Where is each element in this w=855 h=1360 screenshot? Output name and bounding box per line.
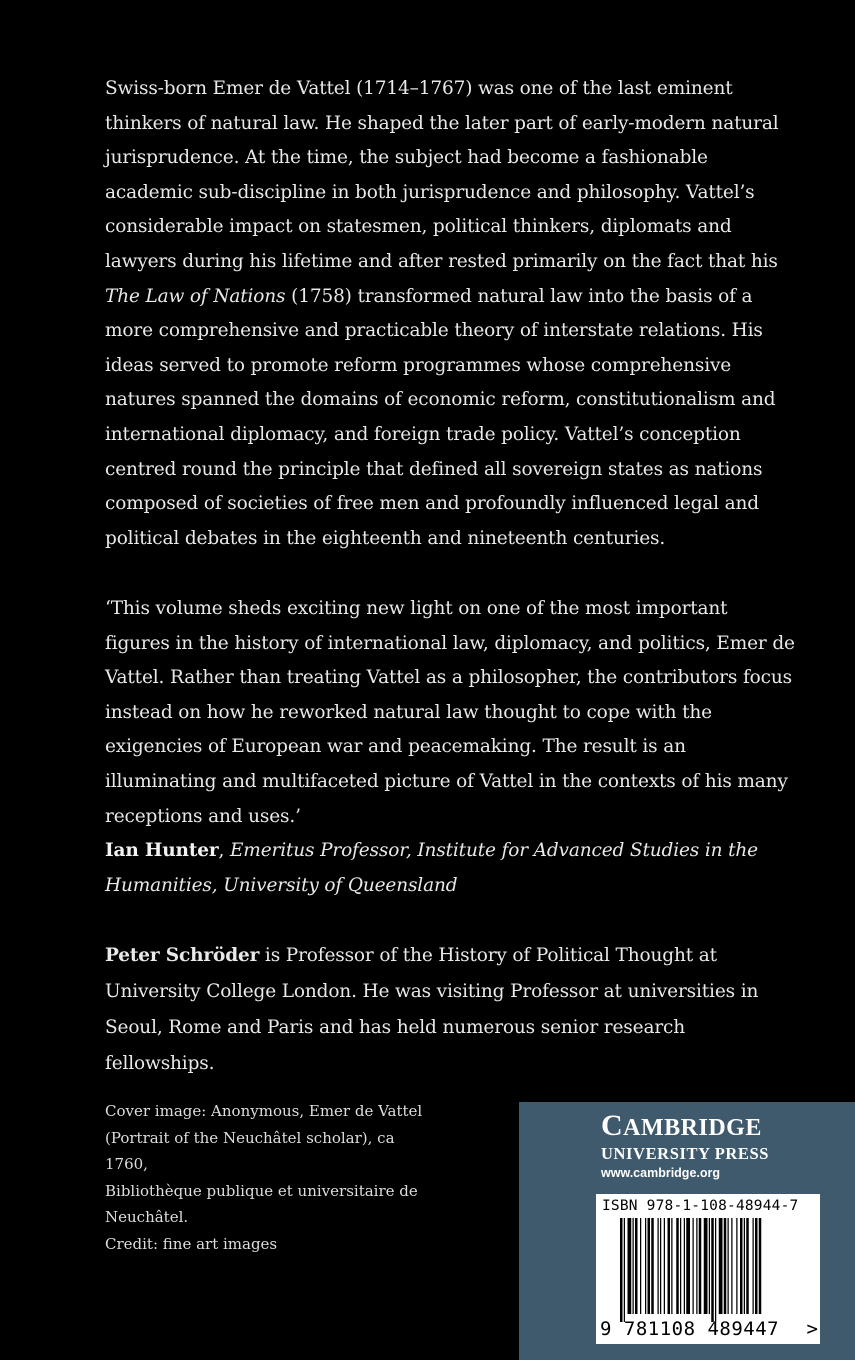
barcode-bar: [744, 1218, 745, 1314]
endorsement: [105, 592, 795, 903]
barcode-bar: [660, 1218, 661, 1314]
barcode-bar: [658, 1218, 659, 1314]
author-name: Peter Schröder: [105, 945, 260, 966]
barcode-bar: [645, 1218, 646, 1314]
isbn-label: ISBN 978-1-108-48944-7: [602, 1198, 799, 1214]
description-part-1: Swiss-born Emer de Vattel (1714–1767) was one of the last eminent thinkers of natural law. He shaped the later part of early-modern natural jurisprudence. At the time, the subject had become a fashionable academic sub-discipline in both jurisprudence and philosophy. Vattel’s considerable impact on statesmen, political thinkers, diplomats and lawyers during his lifetime and after rested primarily on the fact that his: [105, 78, 779, 272]
attribution-separator: ,: [218, 840, 230, 862]
barcode-bar: [709, 1218, 710, 1314]
credit-line-1: Cover image: Anonymous, Emer de Vattel: [105, 1102, 423, 1120]
barcode-bar: [620, 1218, 623, 1322]
barcode-bar: [759, 1218, 762, 1314]
publisher-press: UNIVERSITY PRESS: [601, 1144, 770, 1163]
book-description: [105, 72, 795, 556]
endorser-name: Ian Hunter: [105, 840, 219, 862]
barcode-bar: [635, 1218, 638, 1314]
barcode-bar: [753, 1218, 754, 1314]
barcode-bar: [746, 1218, 749, 1314]
barcode-bar: [624, 1218, 625, 1322]
barcode-bar: [686, 1218, 690, 1314]
barcode-bar: [699, 1218, 702, 1314]
author-bio-text: is Professor of the History of Political Thought at University College London. He was visiting Professor at universities in Seoul, Rome and Paris and has held numerous senior research fellowships.: [105, 945, 759, 1074]
barcode-bar: [671, 1218, 672, 1314]
description-part-2: (1758) transformed natural law into the basis of a more comprehensive and practicable theory of interstate relations. His ideas served to promote reform programmes whose comprehensive natures spanned the domains of economic reform, constitutionalism and international diplomacy, and foreign trade policy. Vattel’s conception centred round the principle that defined all sovereign states as nations composed of societies of free men and profoundly influenced legal and political debates in the eighteenth and nineteenth centuries.: [105, 285, 776, 549]
publisher-panel: [519, 1102, 855, 1360]
barcode-bar: [719, 1218, 723, 1314]
barcode-bar: [628, 1218, 632, 1314]
endorsement-quote: ‘This volume sheds exciting new light on one of the most important figures in the history of international law, diplomacy, and politics, Emer de Vattel. Rather than treating Vattel as a philosopher, the contributors focus instead on how he reworked natural law thought to cope with the exigencies of European war and peacemaking. The result is an illuminating and multifaceted picture of Vattel in the contexts of his many receptions and uses.’: [105, 598, 795, 827]
barcode-bar: [696, 1218, 697, 1314]
credit-line-4: Neuchâtel.: [105, 1208, 189, 1226]
barcode-digits: 9 781108 489447: [600, 1318, 780, 1340]
barcode-quiet-zone-arrow: >: [806, 1318, 818, 1340]
barcode-bar: [676, 1218, 679, 1314]
barcode-bar: [640, 1218, 641, 1314]
barcode-bar: [755, 1218, 758, 1314]
barcode-bar: [651, 1218, 654, 1314]
publisher-name-initial: C: [601, 1109, 624, 1142]
book-title-italic: The Law of Nations: [105, 285, 286, 307]
credit-line-2: (Portrait of the Neuchâtel scholar), ca 1760,: [105, 1128, 395, 1173]
barcode-bar: [668, 1218, 671, 1314]
barcode-bar: [633, 1218, 634, 1314]
barcode-bar: [711, 1218, 714, 1322]
barcode-bar: [715, 1218, 716, 1322]
isbn-barcode: [596, 1194, 820, 1344]
credit-line-5: Credit: fine art images: [105, 1234, 278, 1253]
publisher-name: [601, 1110, 841, 1144]
barcode-bar: [728, 1218, 729, 1314]
barcode-bar: [693, 1218, 694, 1314]
publisher-url: www.cambridge.org: [601, 1166, 721, 1180]
cover-image-credit: [105, 1098, 435, 1257]
endorsement-attribution: [105, 834, 795, 903]
barcode-bar: [736, 1218, 737, 1314]
barcode-bar: [648, 1218, 651, 1314]
barcode-bar: [680, 1218, 681, 1314]
endorser-affiliation: Emeritus Professor, Institute for Advanced Studies in the Humanities, University of Queensland: [105, 840, 758, 896]
publisher-name-rest: AMBRIDGE: [623, 1115, 762, 1141]
barcode-bar: [724, 1218, 727, 1314]
barcode-bar: [704, 1218, 708, 1314]
barcode-bars: [620, 1218, 808, 1322]
barcode-bar: [664, 1218, 665, 1314]
credit-line-3: Bibliothèque publique et universitaire de: [105, 1181, 418, 1200]
barcode-bar: [740, 1218, 743, 1314]
barcode-bar: [731, 1218, 732, 1314]
author-bio: [105, 938, 795, 1082]
barcode-bar: [684, 1218, 685, 1314]
publisher-logo: [601, 1110, 841, 1182]
